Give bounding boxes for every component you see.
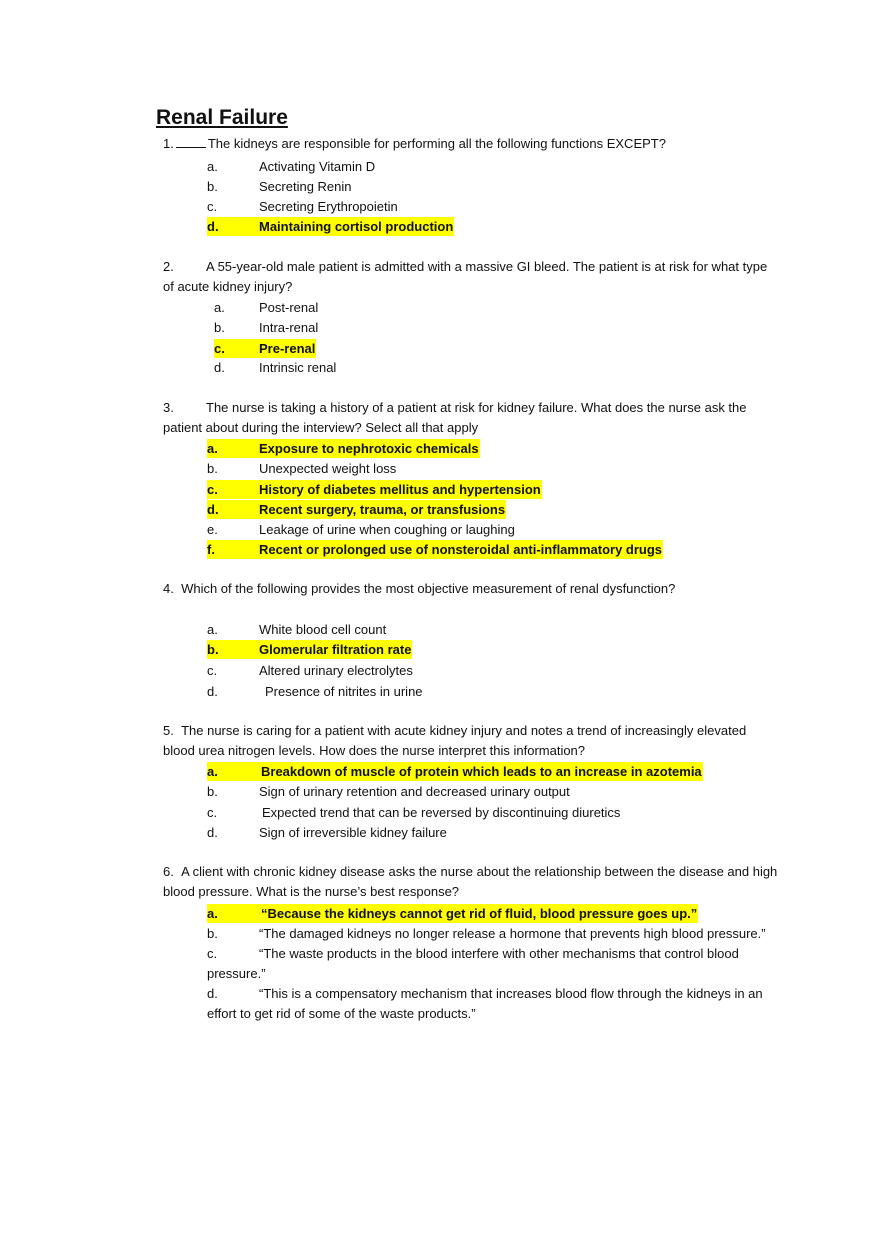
option-text: Recent surgery, trauma, or transfusions	[259, 502, 506, 517]
option-letter: a.	[207, 439, 259, 458]
option-letter: a.	[207, 159, 218, 174]
option-text: Breakdown of muscle of protein which leads to an increase in azotemia	[261, 764, 702, 779]
option-letter: a.	[207, 904, 261, 923]
option-text: History of diabetes mellitus and hypertension	[259, 482, 541, 497]
question-number: 2.	[163, 259, 174, 274]
option-text: Intrinsic renal	[259, 360, 337, 375]
page-title: Renal Failure	[156, 106, 288, 129]
option-letter: c.	[207, 805, 218, 820]
option-text: Recent or prolonged use of nonsteroidal anti-inflammatory drugs	[259, 542, 663, 557]
option-letter: b.	[207, 784, 218, 799]
question-number: 4.	[163, 581, 174, 596]
option-text: Maintaining cortisol production	[259, 219, 454, 234]
question-number: 1.	[163, 136, 174, 151]
option-letter: b.	[207, 926, 218, 941]
option-text: Leakage of urine when coughing or laughing	[259, 522, 515, 537]
option-text: effort to get rid of some of the waste products.”	[207, 1006, 476, 1021]
question-stem: The nurse is caring for a patient with acute kidney injury and notes a trend of increasingly elevated blood urea nitrogen levels. How does the nurse interpret this information?	[163, 723, 747, 758]
option-text: pressure.”	[207, 966, 266, 981]
option-letter: c.	[207, 946, 218, 961]
question-number: 5.	[163, 723, 174, 738]
option-text: Secreting Erythropoietin	[259, 199, 398, 214]
question-stem: A 55-year-old male patient is admitted with a massive GI bleed. The patient is at risk for what type of acute kidney injury?	[163, 259, 768, 294]
question-stem: A client with chronic kidney disease asks the nurse about the relationship between the disease and high blood pressure. What is the nurse’s best response?	[163, 864, 778, 899]
question-stem: The nurse is taking a history of a patient at risk for kidney failure. What does the nurse ask the patient about during the interview? Select all that apply	[163, 400, 747, 435]
option-letter: d.	[207, 217, 259, 236]
option-text: White blood cell count	[259, 622, 387, 637]
option-text: Expected trend that can be reversed by discontinuing diuretics	[262, 805, 621, 820]
option-letter: d.	[207, 986, 218, 1001]
question-5	[163, 721, 778, 761]
option-text: Presence of nitrites in urine	[265, 684, 423, 699]
option-letter: d.	[214, 360, 225, 375]
question-2	[163, 257, 778, 297]
question-6	[163, 862, 778, 902]
option-letter: d.	[207, 825, 218, 840]
option-letter: c.	[207, 663, 218, 678]
option-text: Intra-renal	[259, 320, 319, 335]
answer-blank	[176, 134, 206, 148]
question-3	[163, 398, 778, 438]
question-number: 3.	[163, 400, 174, 415]
option-letter: b.	[207, 640, 259, 659]
option-letter: c.	[214, 339, 259, 358]
question-stem: The kidneys are responsible for performing all the following functions EXCEPT?	[207, 136, 666, 151]
option-text: Post-renal	[259, 300, 319, 315]
option-letter: a.	[214, 300, 225, 315]
option-text: “This is a compensatory mechanism that increases blood flow through the kidneys in an	[259, 986, 763, 1001]
option-text: Altered urinary electrolytes	[259, 663, 413, 678]
question-1	[163, 134, 778, 154]
option-text: “The damaged kidneys no longer release a hormone that prevents high blood pressure.”	[259, 926, 766, 941]
option-letter: f.	[207, 540, 260, 559]
question-number: 6.	[163, 864, 174, 879]
option-letter: b.	[207, 179, 218, 194]
option-text: Sign of urinary retention and decreased urinary output	[259, 784, 570, 799]
option-letter: d.	[207, 684, 218, 699]
question-stem: Which of the following provides the most objective measurement of renal dysfunction?	[181, 581, 676, 596]
option-letter: a.	[207, 622, 218, 637]
question-4	[163, 579, 778, 599]
option-text: Glomerular filtration rate	[259, 642, 412, 657]
option-letter: a.	[207, 762, 262, 781]
option-letter: d.	[207, 500, 260, 519]
option-letter: e.	[207, 522, 218, 537]
option-text: Activating Vitamin D	[259, 159, 376, 174]
option-text: Exposure to nephrotoxic chemicals	[259, 441, 479, 456]
option-text: Sign of irreversible kidney failure	[259, 825, 447, 840]
option-text: “The waste products in the blood interfere with other mechanisms that control blood	[259, 946, 739, 961]
option-letter: c.	[207, 480, 260, 499]
option-text: Pre-renal	[259, 341, 316, 356]
option-text: “Because the kidneys cannot get rid of fluid, blood pressure goes up.”	[261, 906, 698, 921]
option-letter: b.	[207, 461, 218, 476]
option-text: Secreting Renin	[259, 179, 352, 194]
option-letter: b.	[214, 320, 225, 335]
option-letter: c.	[207, 199, 218, 214]
option-text: Unexpected weight loss	[259, 461, 397, 476]
